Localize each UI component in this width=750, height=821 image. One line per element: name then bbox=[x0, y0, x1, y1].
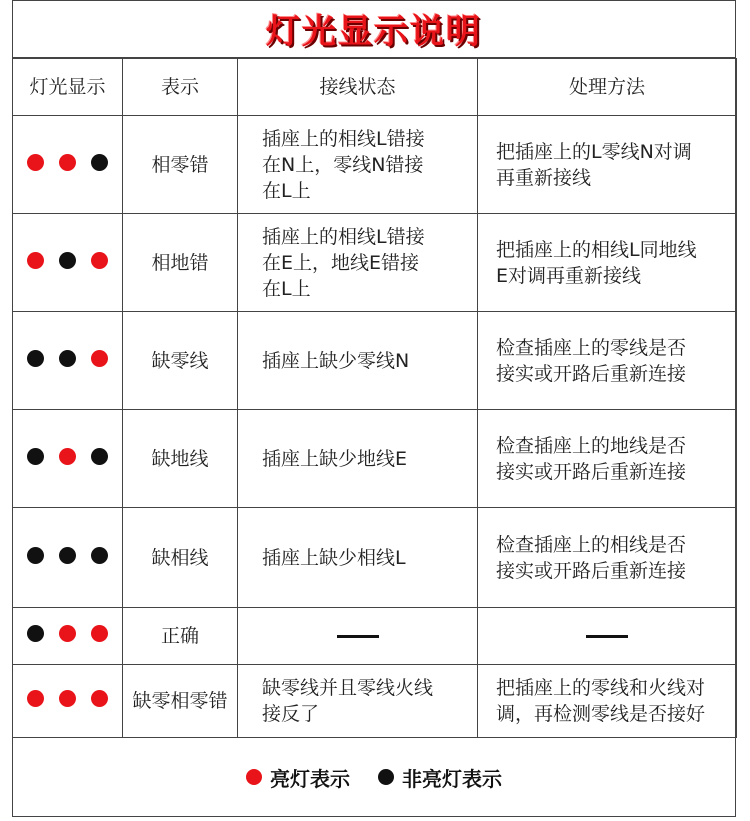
unlit-dot-icon bbox=[59, 350, 76, 367]
unlit-dot-icon bbox=[378, 769, 394, 785]
header-meaning: 表示 bbox=[123, 59, 238, 116]
lit-dot-icon bbox=[59, 448, 76, 465]
unlit-dot-icon bbox=[59, 252, 76, 269]
wiring-state-line: 插座上的相线L错接 bbox=[262, 127, 425, 150]
table-header-row bbox=[13, 59, 737, 116]
lit-dot-icon bbox=[91, 690, 108, 707]
table-row bbox=[13, 214, 737, 312]
table-row bbox=[13, 116, 737, 214]
legend-lit-label: 亮灯表示 bbox=[270, 766, 350, 791]
unlit-dot-icon bbox=[59, 547, 76, 564]
handling-line: 把插座上的相线L同地线 bbox=[496, 238, 697, 261]
lit-dot-icon bbox=[91, 252, 108, 269]
handling-cell bbox=[478, 312, 737, 410]
handling-line: 接实或开路后重新连接 bbox=[496, 362, 687, 385]
wiring-state-cell bbox=[238, 665, 478, 738]
unlit-dot-icon bbox=[27, 448, 44, 465]
unlit-dot-icon bbox=[27, 350, 44, 367]
table-row bbox=[13, 312, 737, 410]
lit-dot-icon bbox=[27, 252, 44, 269]
indicator-lights bbox=[27, 547, 108, 564]
wiring-state-line: 在E上，地线E错接 bbox=[262, 251, 420, 274]
lit-dot-icon bbox=[59, 625, 76, 642]
handling-cell bbox=[478, 508, 737, 608]
unlit-dot-icon bbox=[91, 448, 108, 465]
lit-dot-icon bbox=[91, 625, 108, 642]
none-dash bbox=[337, 635, 379, 638]
unlit-dot-icon bbox=[91, 547, 108, 564]
indicator-lights bbox=[27, 154, 108, 171]
lights-cell bbox=[13, 665, 123, 738]
title-bar bbox=[12, 0, 736, 58]
lights-cell bbox=[13, 410, 123, 508]
wiring-state-line: 插座上缺少地线E bbox=[262, 447, 408, 470]
wiring-state-line: 在L上 bbox=[262, 179, 311, 202]
handling-line: 再重新接线 bbox=[496, 166, 592, 189]
handling-line: 把插座上的零线和火线对 bbox=[496, 677, 706, 699]
handling-line: 检查插座上的零线是否 bbox=[496, 336, 687, 359]
unlit-dot-icon bbox=[27, 547, 44, 564]
wiring-state-line: 插座上缺少相线L bbox=[262, 546, 406, 569]
table-row bbox=[13, 410, 737, 508]
lights-cell bbox=[13, 608, 123, 665]
legend-unlit-label: 非亮灯表示 bbox=[402, 766, 502, 791]
meaning-cell: 缺零线 bbox=[123, 312, 238, 410]
table-row bbox=[13, 608, 737, 665]
wiring-state-line: 插座上缺少零线N bbox=[262, 349, 410, 372]
wiring-state-cell bbox=[238, 312, 478, 410]
meaning-cell: 缺地线 bbox=[123, 410, 238, 508]
handling-line: 检查插座上的相线是否 bbox=[496, 533, 687, 556]
indicator-lights bbox=[27, 448, 108, 465]
wiring-state-line: 插座上的相线L错接 bbox=[262, 225, 425, 248]
handling-line: 检查插座上的地线是否 bbox=[496, 434, 687, 457]
lit-dot-icon bbox=[59, 154, 76, 171]
wiring-state-line: 缺零线并且零线火线 bbox=[262, 677, 434, 699]
unlit-dot-icon bbox=[91, 154, 108, 171]
handling-line: 把插座上的L零线N对调 bbox=[496, 140, 692, 163]
indicator-lights bbox=[27, 252, 108, 269]
header-wiring-state: 接线状态 bbox=[238, 59, 478, 116]
meaning-cell: 缺零相零错 bbox=[123, 665, 238, 738]
handling-cell bbox=[478, 665, 737, 738]
header-handling: 处理方法 bbox=[478, 59, 737, 116]
table-row bbox=[13, 665, 737, 738]
light-indicator-table bbox=[12, 58, 737, 738]
indicator-lights bbox=[27, 625, 108, 642]
handling-cell bbox=[478, 116, 737, 214]
lights-cell bbox=[13, 508, 123, 608]
unlit-dot-icon bbox=[27, 625, 44, 642]
meaning-cell: 缺相线 bbox=[123, 508, 238, 608]
indicator-lights bbox=[27, 350, 108, 367]
header-lights: 灯光显示 bbox=[13, 59, 123, 116]
handling-cell bbox=[478, 410, 737, 508]
wiring-state-line: 在L上 bbox=[262, 277, 311, 300]
lit-dot-icon bbox=[27, 690, 44, 707]
lights-cell bbox=[13, 312, 123, 410]
wiring-state-cell bbox=[238, 508, 478, 608]
handling-cell bbox=[478, 608, 737, 665]
lit-dot-icon bbox=[27, 154, 44, 171]
wiring-state-line: 在N上，零线N错接 bbox=[262, 153, 424, 176]
legend-unlit bbox=[378, 763, 502, 792]
wiring-state-cell bbox=[238, 214, 478, 312]
handling-line: 接实或开路后重新连接 bbox=[496, 460, 687, 483]
wiring-state-line: 接反了 bbox=[262, 703, 320, 725]
wiring-state-cell bbox=[238, 116, 478, 214]
page-title: 灯光显示说明 bbox=[266, 12, 482, 52]
legend bbox=[12, 737, 736, 817]
lights-cell bbox=[13, 214, 123, 312]
indicator-lights bbox=[27, 690, 108, 707]
wiring-state-cell bbox=[238, 410, 478, 508]
lit-dot-icon bbox=[91, 350, 108, 367]
meaning-cell: 相零错 bbox=[123, 116, 238, 214]
wiring-state-cell bbox=[238, 608, 478, 665]
legend-lit bbox=[246, 763, 350, 792]
handling-line: 调，再检测零线是否接好 bbox=[496, 703, 706, 725]
table-row bbox=[13, 508, 737, 608]
handling-cell bbox=[478, 214, 737, 312]
none-dash bbox=[586, 635, 628, 638]
meaning-cell: 正确 bbox=[123, 608, 238, 665]
handling-line: 接实或开路后重新连接 bbox=[496, 559, 687, 582]
handling-line: E对调再重新接线 bbox=[496, 264, 642, 287]
lit-dot-icon bbox=[59, 690, 76, 707]
meaning-cell: 相地错 bbox=[123, 214, 238, 312]
lit-dot-icon bbox=[246, 769, 262, 785]
lights-cell bbox=[13, 116, 123, 214]
